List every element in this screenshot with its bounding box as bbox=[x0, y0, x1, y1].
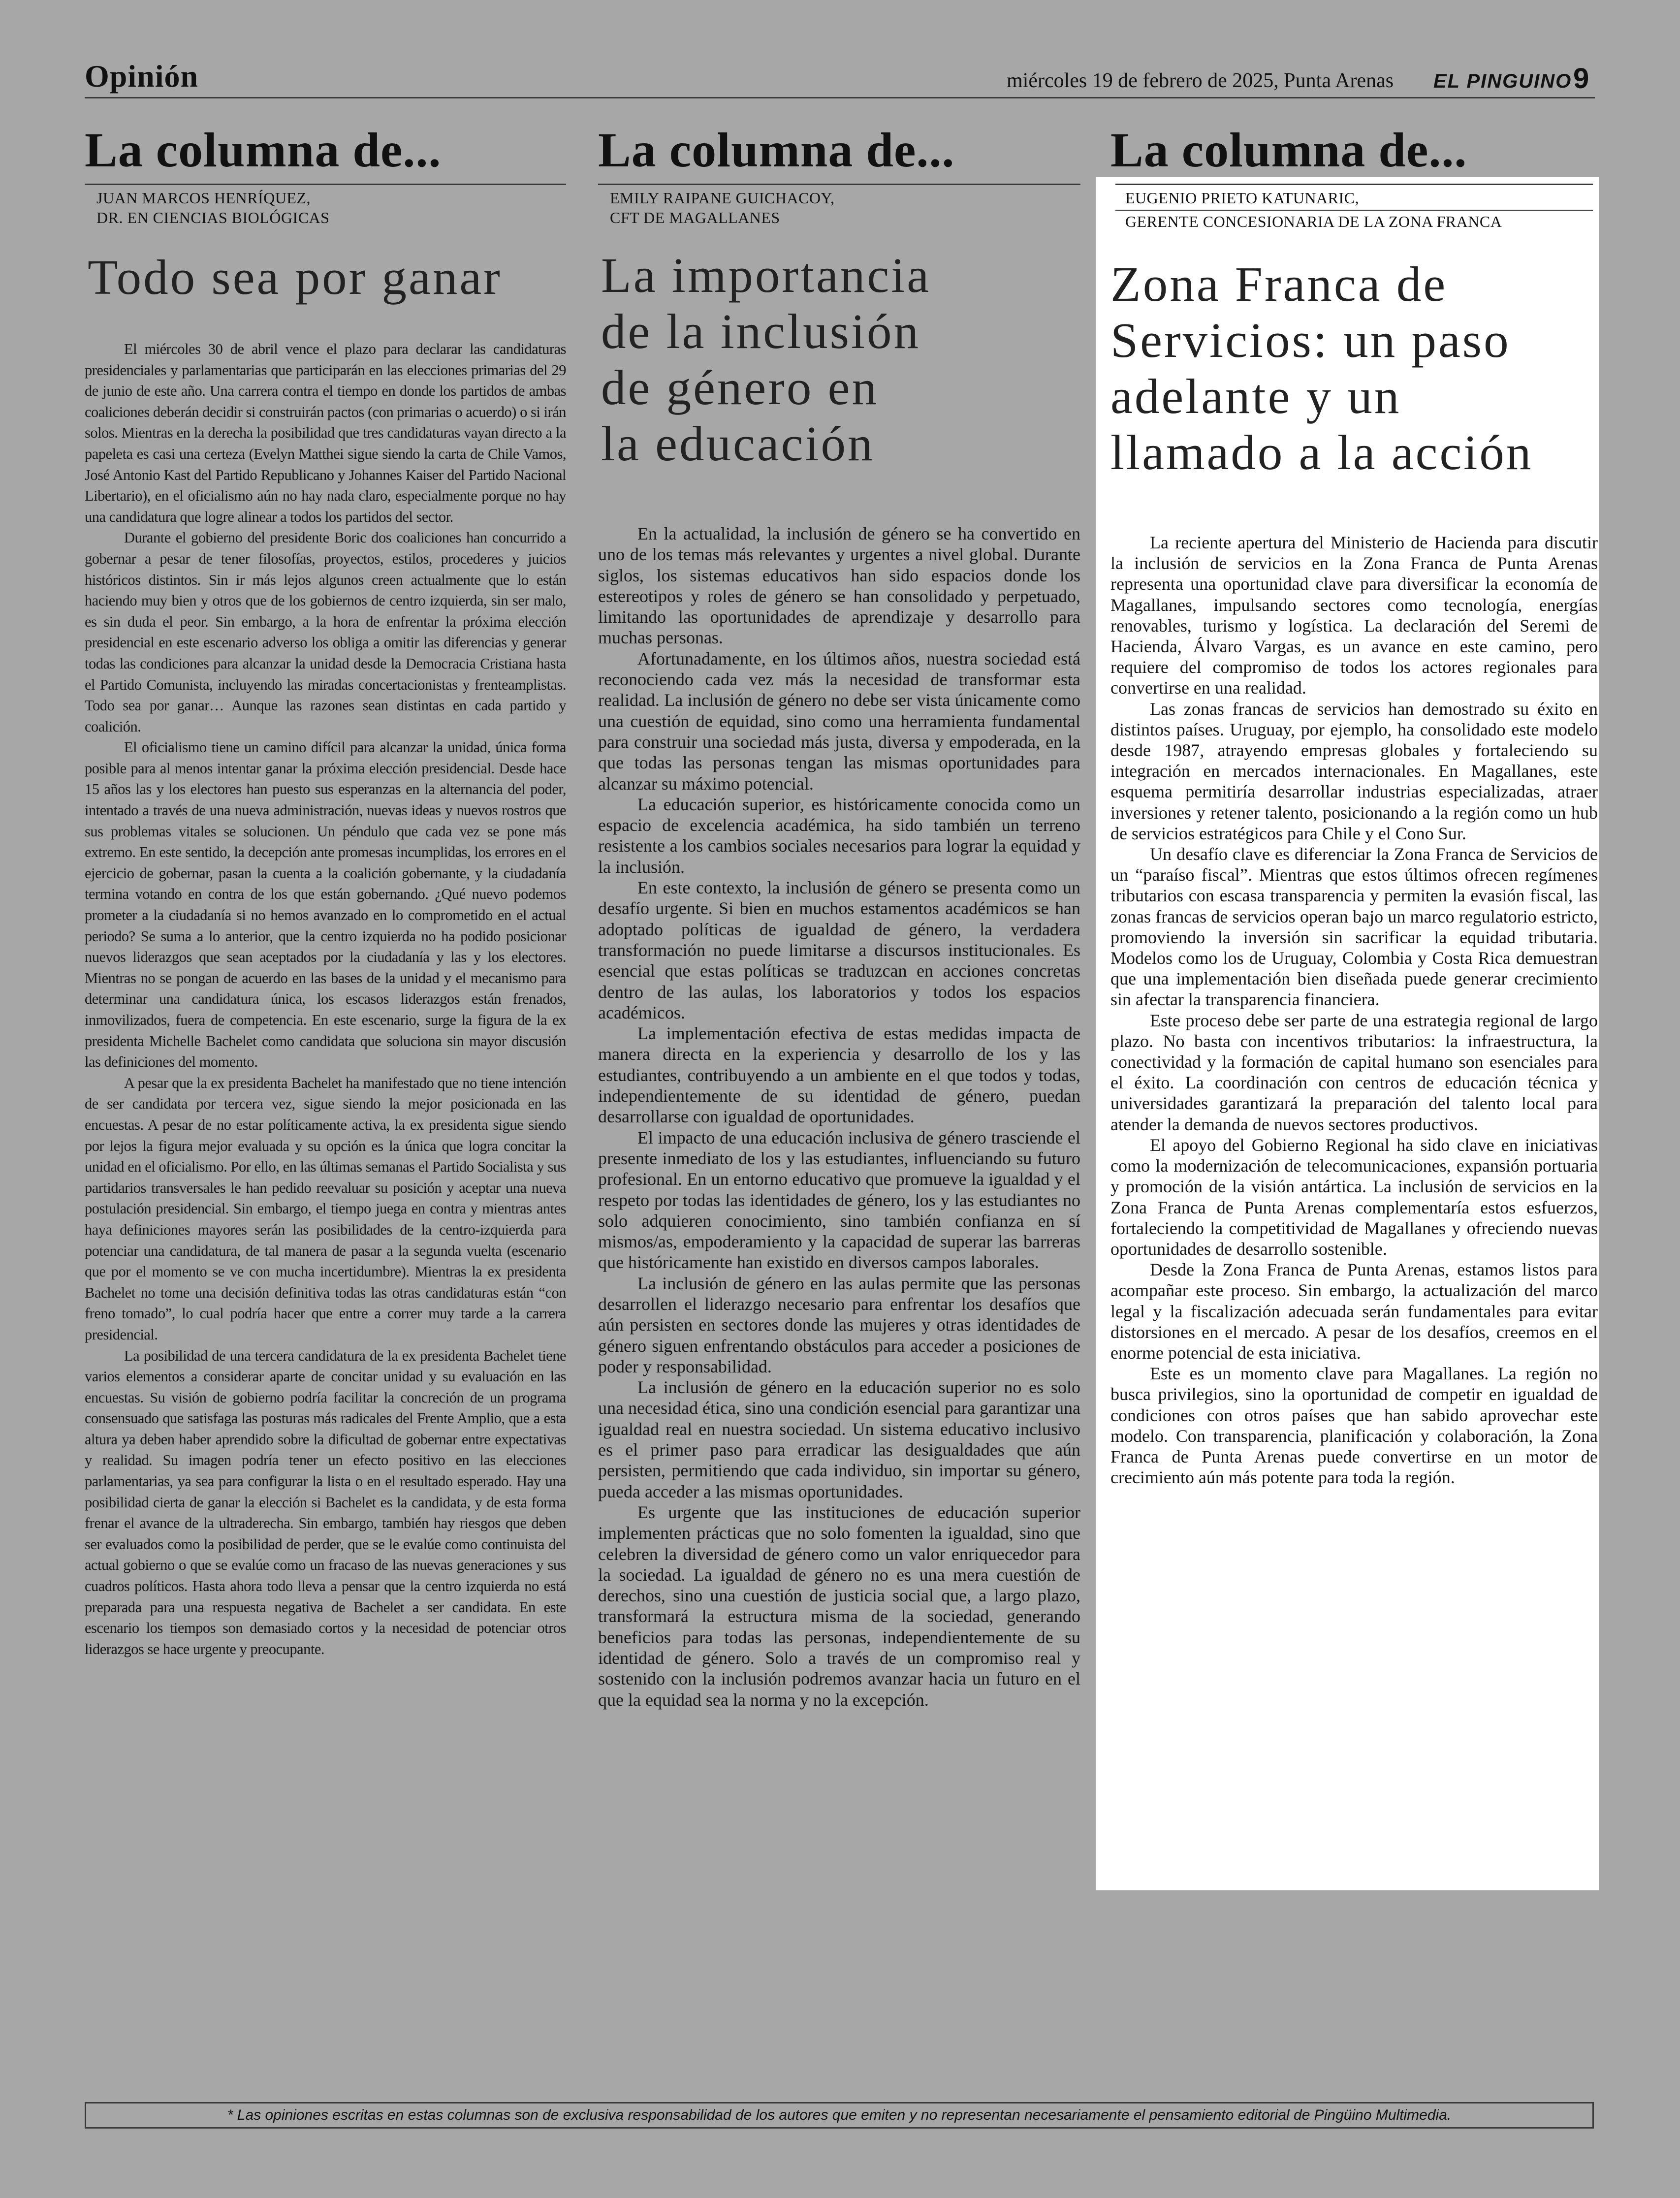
article-paragraph: Es urgente que las instituciones de educación superior implementen prácticas que no solo fomenten la igualdad, sino que celebren la diversidad de género como un valor enriquecedor para la sociedad. La igualdad de género no es una mera cuestión de derechos, sino una cuestión de justicia social que, a largo plazo, transformará la estructura misma de la sociedad, generando beneficios para todas las personas, independientemente de su identidad de género. Solo a través de un compromiso real y sostenido con la inclusión podremos avanzar hacia un futuro en el que la equidad sea la norma y no la excepción. bbox=[598, 1502, 1080, 1710]
article-paragraph: A pesar que la ex presidenta Bachelet ha manifestado que no tiene intención de ser candidata por tercera vez, sigue siendo la mejor posicionada en las encuestas. A pesar de no estar políticamente activa, la ex presidenta sigue siendo por lejos la figura mejor evaluada y su opción es la única que logra concitar la unidad en el oficialismo. Por ello, en las últimas semanas el Partido Socialista y sus partidarios transversales le han pedido reevaluar su posición y aceptar una nueva postulación presidencial. Sin embargo, el tiempo juega en contra y mientras antes haya definiciones mayores serán las posibilidades de la centro-izquierda para potenciar una candidatura, de tal manera de pasar a la segunda vuelta (escenario que por el momento se ve con mucha incertidumbre). Mientras la ex presidenta Bachelet no tome una decisión definitiva todas las otras candidaturas están “con freno tomado”, lo cual podría hacer que entre a correr muy tarde a la carrera presidencial. bbox=[85, 1074, 566, 1343]
article-body bbox=[85, 339, 566, 1659]
opinion-column-3 bbox=[1110, 123, 1598, 1488]
author-title: CFT DE MAGALLANES bbox=[610, 209, 780, 226]
author-name: EMILY RAIPANE GUICHACOY, bbox=[610, 189, 835, 207]
header-divider bbox=[85, 97, 1595, 98]
author-title: GERENTE CONCESIONARIA DE LA ZONA FRANCA bbox=[1125, 213, 1502, 230]
headline-line: La importancia bbox=[601, 248, 931, 303]
headline-line: Servicios: un paso bbox=[1110, 313, 1511, 368]
opinion-column-1 bbox=[85, 123, 566, 1659]
article-paragraph: La posibilidad de una tercera candidatura de la ex presidenta Bachelet tiene varios elementos a considerar aparte de concitar unidad y su evaluación en las encuestas. Su visión de gobierno podría facilitar la concreción de un programa consensuado que satisfaga las posturas más radicales del Frente Amplio, que a esta altura ya deben haber aprendido sobre la dificultad de gobernar entre expectativas y realidad. Su imagen podría tener un efecto positivo en las elecciones parlamentarias, ya sea para configurar la lista o en el resultado esperado. Hay una posibilidad cierta de ganar la elección si Bachelet es la candidata, y de esta forma frenar el avance de la ultraderecha. Sin embargo, también hay riesgos que deben ser evaluados como la posibilidad de perder, que se le evalúe como continuista del actual gobierno o que se evalúe como un fracaso de las nuevas generaciones y sus cuadros políticos. Hasta ahora todo lleva a pensar que la centro izquierda no está preparada para una respuesta negativa de Bachelet a ser candidata. En este escenario los tiempos son demasiado cortos y la necesidad de potenciar otros liderazgos se hace urgente y preocupante. bbox=[85, 1347, 566, 1657]
article-paragraph: El oficialismo tiene un camino difícil para alcanzar la unidad, única forma posible para al menos intentar ganar la próxima elección presidencial. Desde hace 15 años las y los electores han puesto sus esperanzas en la alternancia del poder, intentado a través de una nueva administración, nuevas ideas y nuevos rostros que sus problemas vitales se solucionen. Un péndulo que cada vez se pone más extremo. En este sentido, la decepción ante promesas incumplidas, los errores en el ejercicio de gobernar, pasan la cuenta a la coalición gobernante, y la ciudadanía termina votando en contra de los que están gobernando. ¿Qué nuevo podemos prometer a la ciudadanía si no hemos avanzado en lo comprometido en el actual periodo? Se suma a lo anterior, que la centro izquierda no ha podido posicionar nuevos liderazgos que sean aceptados por la ciudadanía y las y los electores. Mientras no se pongan de acuerdo en las bases de la unidad y el mecanismo para determinar una candidatura única, los escasos liderazgos están frenados, inmovilizados, fuera de competencia. En este escenario, surge la figura de la ex presidenta Michelle Bachelet como candidata que soluciona sin mayor discusión las definiciones del momento. bbox=[85, 739, 566, 1071]
article-paragraph: Este es un momento clave para Magallanes. La región no busca privilegios, sino la oportunidad de competir en igualdad de condiciones con otros países que han sabido aprovechar este modelo. Con transparencia, planificación y colaboración, la Zona Franca de Punta Arenas puede convertirse en un motor de crecimiento aún más potente para toda la región. bbox=[1110, 1364, 1598, 1488]
byline bbox=[1125, 212, 1598, 231]
headline-line: de género en bbox=[601, 360, 879, 415]
byline-divider bbox=[1115, 210, 1593, 211]
byline-divider bbox=[598, 184, 1080, 185]
article-paragraph: Las zonas francas de servicios han demostrado su éxito en distintos países. Uruguay, por ejemplo, ha consolidado este modelo desde 1987, atrayendo empresas globales y fortaleciendo su integración en mercados internacionales. En Magallanes, este esquema permitiría desarrollar industrias especializadas, atraer inversiones y retener talento, posicionando a la región como un hub de servicios estratégicos para Chile y el Cono Sur. bbox=[1110, 699, 1598, 843]
article-paragraph: La inclusión de género en la educación superior no es solo una necesidad ética, sino una condición esencial para garantizar una igualdad real en nuestra sociedad. Un sistema educativo inclusivo es el primer paso para erradicar las desigualdades que aún persisten, permitiendo que cada individuo, sin importar su género, pueda acceder a las mismas oportunidades. bbox=[598, 1377, 1080, 1501]
article-paragraph: El apoyo del Gobierno Regional ha sido clave en iniciativas como la modernización de telecomunicaciones, expansión portuaria y promoción de la visión antártica. La inclusión de servicios en la Zona Franca de Punta Arenas complementaría estos esfuerzos, fortaleciendo la competitividad de Magallanes y ofreciendo nuevas oportunidades de desarrollo sostenible. bbox=[1110, 1135, 1598, 1259]
article-paragraph: La inclusión de género en las aulas permite que las personas desarrollen el liderazgo necesario para enfrentar los desafíos que aún persisten en sectores donde las mujeres y otras identidades de género siguen enfrentando obstáculos para acceder a posiciones de poder y responsabilidad. bbox=[598, 1273, 1080, 1376]
article-paragraph: La reciente apertura del Ministerio de Hacienda para discutir la inclusión de servicios en la Zona Franca de Punta Arenas representa una oportunidad clave para diversificar la economía de Magallanes, impulsando sectores como tecnología, energías renovables, turismo y logística. La declaración del Seremi de Hacienda, Álvaro Vargas, es un avance en este camino, pero requiere del compromiso de todos los actores regionales para convertirse en una realidad. bbox=[1110, 533, 1598, 698]
byline-divider bbox=[85, 184, 566, 185]
author-name: JUAN MARCOS HENRÍQUEZ, bbox=[96, 189, 311, 207]
author-title: DR. EN CIENCIAS BIOLÓGICAS bbox=[96, 209, 330, 226]
article-headline bbox=[1110, 256, 1598, 480]
column-kicker: La columna de... bbox=[1110, 123, 1467, 177]
byline bbox=[610, 188, 1080, 227]
disclaimer-text: * Las opiniones escritas en estas columnas son de exclusiva responsabilidad de los autores que emiten y no representan necesariamente el pensamiento editorial de Pingüino Multimedia. bbox=[227, 2107, 1452, 2123]
disclaimer-box bbox=[85, 2102, 1594, 2129]
author-name: EUGENIO PRIETO KATUNARIC, bbox=[1125, 189, 1359, 207]
article-paragraph: Este proceso debe ser parte de una estrategia regional de largo plazo. No basta con incentivos tributarios: la infraestructura, la conectividad y la formación de capital humano son esenciales para el éxito. La coordinación con centros de educación técnica y universidades garantizará la preparación del talento local para atender la demanda de nuevos sectores productivos. bbox=[1110, 1010, 1598, 1134]
column-kicker: La columna de... bbox=[598, 123, 955, 177]
column-kicker: La columna de... bbox=[85, 123, 442, 177]
article-paragraph: Durante el gobierno del presidente Boric dos coaliciones han concurrido a gobernar a pesar de tener filosofías, proyectos, estilos, procederes y juicios históricos distintos. Sin ir más lejos algunos creen actualmente que lo están haciendo muy bien y otros que de los gobiernos de centro izquierda, sin ser malo, es sin duda el peor. Sin embargo, a la hora de enfrentar la próxima elección presidencial en este escenario adverso los obliga a omitir las diferencias y generar todas las condiciones para alcanzar la unidad desde la Democracia Cristiana hasta el Partido Comunista, incluyendo las miradas concertacionistas y frenteamplistas. Todo sea por ganar… Aunque las razones sean distintas en cada partido y coalición. bbox=[85, 529, 566, 735]
page-number: 9 bbox=[1573, 63, 1589, 95]
headline-line: de la inclusión bbox=[601, 304, 921, 359]
article-paragraph: En este contexto, la inclusión de género se presenta como un desafío urgente. Si bien en muchos estamentos académicos se han adoptado políticas de igualdad de género, la verdadera transformación no puede limitarse a discursos institucionales. Es esencial que estas políticas se traduzcan en acciones concretas dentro de las aulas, los laboratorios y todos los espacios académicos. bbox=[598, 878, 1080, 1022]
article-paragraph: En la actualidad, la inclusión de género se ha convertido en uno de los temas más relevantes y urgentes a nivel global. Durante siglos, los sistemas educativos han sido espacios donde los estereotipos y roles de género se han consolidado y perpetuado, limitando las oportunidades de aprendizaje y desarrollo para muchas personas. bbox=[598, 524, 1080, 648]
article-paragraph: La implementación efectiva de estas medidas impacta de manera directa en la experiencia y desarrollo de los y las estudiantes, contribuyendo a un ambiente en el que todos y todas, independientemente de su identidad de género, puedan desarrollarse con igualdad de oportunidades. bbox=[598, 1023, 1080, 1127]
article-paragraph: El impacto de una educación inclusiva de género trasciende el presente inmediato de los y las estudiantes, influenciando su futuro profesional. En un entorno educativo que promueve la igualdad y el respeto por todas las identidades de género, los y las estudiantes no solo adquieren conocimiento, sino también confianza en sí mismos/as, empoderamiento y la capacidad de superar las barreras que históricamente han existido en diversos campos laborales. bbox=[598, 1127, 1080, 1273]
article-paragraph: El miércoles 30 de abril vence el plazo para declarar las candidaturas presidenciales y parlamentarias que participarán en las elecciones primarias del 29 de junio de este año. Una carrera contra el tiempo en donde los partidos de ambas coaliciones deberán decidir si construirán pactos (con primarias o acuerdo) o si irán solos. Mientras en la derecha la posibilidad que tres candidaturas vayan directo a la papeleta es casi una certeza (Evelyn Matthei sigue siendo la carta de Chile Vamos, José Antonio Kast del Partido Republicano y Johannes Kaiser del Partido Nacional Libertario), en el oficialismo aún no hay nada claro, especialmente porque no hay una candidatura que logre alinear a todos los partidos del sector. bbox=[85, 341, 566, 525]
article-paragraph: Un desafío clave es diferenciar la Zona Franca de Servicios de un “paraíso fiscal”. Mientras que estos últimos ofrecen regímenes tributarios con escasa transparencia y permiten la evasión fiscal, las zonas francas de servicios operan bajo un marco regulatorio estricto, promoviendo la inversión sin sacrificar la equidad tributaria. Modelos como los de Uruguay, Colombia y Costa Rica demuestran que una implementación bien diseñada puede generar crecimiento sin afectar la transparencia financiera. bbox=[1110, 844, 1598, 1010]
article-body bbox=[598, 523, 1080, 1710]
section-title: Opinión bbox=[85, 59, 199, 94]
article-body bbox=[1110, 532, 1598, 1488]
date-line: miércoles 19 de febrero de 2025, Punta Arenas bbox=[1007, 69, 1394, 92]
headline-line: la educación bbox=[601, 416, 875, 471]
article-paragraph: Desde la Zona Franca de Punta Arenas, estamos listos para acompañar este proceso. Sin embargo, la actualización del marco legal y la fiscalización adecuada serán fundamentales para evitar distorsiones en el mercado. A pesar de los desafíos, creemos en el enorme potencial de esta iniciativa. bbox=[1110, 1260, 1598, 1363]
headline-line: adelante y un bbox=[1110, 369, 1401, 424]
byline-divider bbox=[1115, 184, 1593, 185]
article-headline bbox=[601, 247, 1080, 472]
byline bbox=[96, 188, 566, 227]
opinion-column-2 bbox=[598, 123, 1080, 1710]
article-headline: Todo sea por ganar bbox=[88, 250, 502, 305]
newspaper-logo: EL PINGUINO bbox=[1433, 70, 1572, 92]
headline-line: llamado a la acción bbox=[1110, 425, 1533, 480]
headline-line: Zona Franca de bbox=[1110, 256, 1448, 312]
byline bbox=[1125, 188, 1598, 208]
article-paragraph: Afortunadamente, en los últimos años, nuestra sociedad está reconociendo cada vez más la necesidad de transformar esta realidad. La inclusión de género no debe ser vista únicamente como una cuestión de equidad, sino como una herramienta fundamental para construir una sociedad más justa, diversa y empoderada, en la que todas las personas tengan las mismas oportunidades para alcanzar su máximo potencial. bbox=[598, 648, 1080, 794]
article-paragraph: La educación superior, es históricamente conocida como un espacio de excelencia académica, ha sido también un terreno resistente a los cambios sociales necesarios para lograr la equidad y la inclusión. bbox=[598, 794, 1080, 877]
